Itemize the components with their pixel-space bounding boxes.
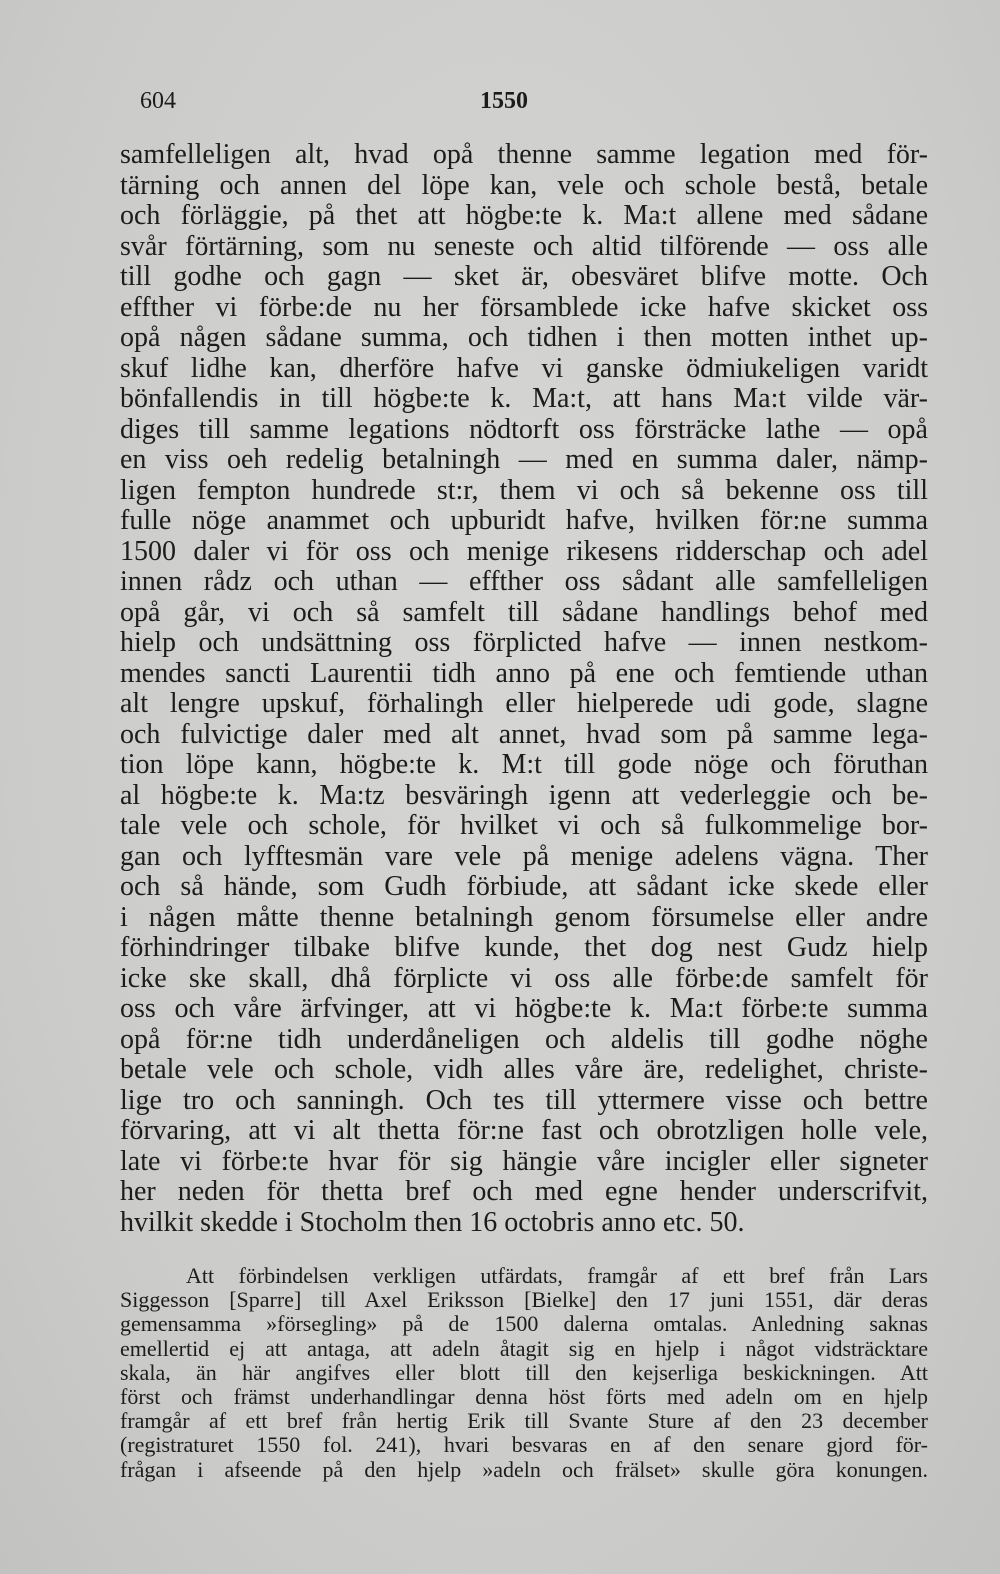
main-text-line: diges till samme legations nödtorft oss försträcke lathe — opå [120,413,928,445]
footnote [120,1264,928,1482]
footnote-line: (registraturet 1550 fol. 241), hvari besvaras en af den senare gjord för- [120,1432,928,1458]
main-text-line: lige tro och sanningh. Och tes till yttermere visse och bettre [120,1084,928,1116]
main-text-line: innen rådz och uthan — effther oss sådant alle samfelleligen [120,566,928,597]
main-text-line: samfelleligen alt, hvad opå thenne samme legation med för- [120,139,928,170]
main-text-line: oss och våre ärfvinger, att vi högbe:te k. Ma:t förbe:te summa [120,993,928,1024]
main-text-line: icke ske skall, dhå förplicte vi oss alle förbe:de samfelt för [120,962,928,994]
main-text-line: en viss oeh redelig betalningh — med en summa daler, nämp- [120,444,928,475]
main-text-line: fulle nöge anammet och upburidt hafve, hvilken för:ne summa [120,505,928,536]
footnote-line: först och främst underhandlingar denna höst förts med adeln om en hjelp [120,1383,928,1409]
main-text-line: opå går, vi och så samfelt till sådane handlings behof med [120,596,928,628]
main-text-body [120,140,928,1238]
main-text-line: hielp och undsättning oss förplicted hafve — innen nestkom- [120,627,928,658]
main-text-line: gan och lyfftesmän vare vele på menige adelens vägna. Ther [120,840,928,872]
main-text-line: svår förtärning, som nu seneste och altid tilförende — oss alle [120,230,928,262]
footnote-line: emellertid ej att antaga, att adeln åtagit sig en hjelp i något vidsträcktare [120,1335,928,1361]
main-text-line: förhindringer tilbake blifve kunde, thet dog nest Gudz hielp [120,932,928,963]
main-text-line: effther vi förbe:de nu her församblede icke hafve skicket oss [120,291,928,323]
main-text-line: ligen fempton hundrede st:r, them vi och så bekenne oss till [120,474,928,506]
main-text-line: och fulvictige daler med alt annet, hvad som på samme lega- [120,718,928,750]
footnote-line: skala, än här angifves eller blott till den kejserliga beskickningen. Att [120,1359,928,1385]
main-text-line: mendes sancti Laurentii tidh anno på ene och femtiende uthan [120,657,928,689]
main-text-line: tale vele och schole, för hvilket vi och så fulkommelige bor- [120,810,928,841]
page-year-heading: 1550 [480,88,528,114]
main-text-line: late vi förbe:te hvar för sig hängie våre incigler eller signeter [120,1145,928,1177]
footnote-line: Siggesson [Sparre] till Axel Eriksson [Bielke] den 17 juni 1551, där deras [120,1287,928,1313]
main-text-line: och förläggie, på thet att högbe:te k. Ma:t allene med sådane [120,200,928,231]
main-text-line: al högbe:te k. Ma:tz besväringh igenn att vederleggie och be- [120,779,928,811]
main-text-line: i någen måtte thenne betalningh genom försumelse eller andre [120,901,928,933]
footnote-line: frågan i afseende på den hjelp »adeln och frälset» skulle göra konungen. [120,1456,928,1482]
main-text-line: till godhe och gagn — sket är, obesväret blifve motte. Och [120,261,928,292]
main-text-line: her neden för thetta bref och med egne hender underscrifvit, [120,1176,928,1207]
main-text-line: 1500 daler vi för oss och menige rikesens ridderschap och adel [120,535,928,567]
main-text-line: opå för:ne tidh underdåneligen och aldelis till godhe nöghe [120,1023,928,1055]
footnote-line: gemensamma »försegling» på de 1500 dalerna omtalas. Anledning saknas [120,1311,928,1337]
main-text-line: hvilkit skedde i Stocholm then 16 octobris anno etc. 50. [120,1206,745,1238]
footnote-line: Att förbindelsen verkligen utfärdats, framgår af ett bref från Lars [186,1263,928,1288]
footnote-line: framgår af ett bref från hertig Erik till Svante Sture af den 23 december [120,1408,928,1434]
main-text-line: och så hände, som Gudh förbiude, att sådant icke skede eller [120,871,928,902]
main-text-line: tion löpe kann, högbe:te k. M:t till gode nöge och föruthan [120,749,928,780]
main-text-line: alt lengre upskuf, förhalingh eller hielperede udi gode, slagne [120,688,928,719]
page-number: 604 [140,88,176,114]
main-text-line: betale vele och schole, vidh alles våre äre, redelighet, christe- [120,1054,928,1085]
main-text-line: förvaring, att vi alt thetta för:ne fast och obrotzligen holle vele, [120,1115,928,1146]
main-text-line: tärning och annen del löpe kan, vele och schole bestå, betale [120,169,928,201]
page-header [140,88,560,124]
main-text-line: skuf lidhe kan, dherföre hafve vi ganske ödmiukeligen varidt [120,352,928,384]
main-text-line: bönfallendis in till högbe:te k. Ma:t, att hans Ma:t vilde vär- [120,383,928,414]
main-text-line: opå någen sådane summa, och tidhen i then motten inthet up- [120,322,928,353]
